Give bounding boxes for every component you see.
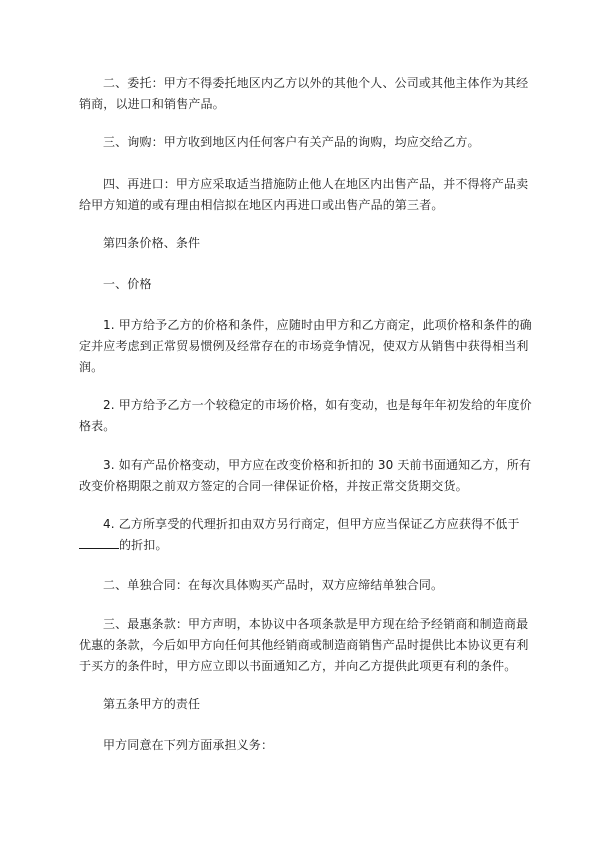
text-line: 1. 甲方给予乙方的价格和条件，应随时由甲方和乙方商定，此项价格和条件的确 bbox=[103, 318, 532, 332]
paragraph-obligations-intro bbox=[79, 735, 519, 756]
paragraph-reimport bbox=[79, 174, 529, 216]
text-line: 改变价格期限之前双方签定的合同一律保证价格，并按正常交货期交货。 bbox=[79, 479, 468, 493]
subsection-heading-price bbox=[79, 274, 519, 295]
text-line: 四、再进口：甲方应采取适当措施防止他人在地区内出售产品，并不得将产品卖 bbox=[103, 177, 529, 191]
text-line: 一、价格 bbox=[103, 277, 152, 291]
paragraph-inquiry bbox=[79, 132, 519, 153]
text-line: 第四条价格、条件 bbox=[103, 236, 201, 250]
text-line: 润。 bbox=[79, 360, 104, 374]
paragraph-price-2 bbox=[79, 395, 532, 437]
text-line: 二、单独合同：在每次具体购买产品时，双方应缔结单独合同。 bbox=[103, 578, 444, 592]
text-line: 二、委托：甲方不得委托地区内乙方以外的其他个人、公司或其他主体作为其经 bbox=[103, 76, 529, 90]
text-line: 销商，以进口和销售产品。 bbox=[79, 97, 225, 111]
text-line: 三、最惠条款：甲方声明，本协议中各项条款是甲方现在给予经销商和制造商最 bbox=[103, 617, 529, 631]
paragraph-entrustment bbox=[79, 73, 529, 115]
text-line: 格表。 bbox=[79, 419, 116, 433]
text-line: 第五条甲方的责任 bbox=[103, 697, 201, 711]
text-line: 3. 如有产品价格变动，甲方应在改变价格和折扣的 30 天前书面通知乙方，所有 bbox=[103, 458, 532, 472]
section-heading-article-5 bbox=[79, 694, 519, 715]
text-line: 优惠的条款，今后如甲方向任何其他经销商或制造商销售产品时提供比本协议更有利 bbox=[79, 638, 529, 652]
fill-in-blank bbox=[79, 536, 119, 549]
text-line: 定并应考虑到正常贸易惯例及经常存在的市场竞争情况，使双方从销售中获得相当利 bbox=[79, 339, 529, 353]
paragraph-price-3 bbox=[79, 455, 532, 497]
paragraph-most-favored bbox=[79, 614, 529, 677]
text-line: 甲方同意在下列方面承担义务： bbox=[103, 738, 274, 752]
text-line: 2. 甲方给予乙方一个较稳定的市场价格，如有变动，也是每年年初发给的年度价 bbox=[103, 398, 532, 412]
section-heading-article-4 bbox=[79, 233, 519, 254]
text-line bbox=[79, 535, 519, 556]
paragraph-separate-contract bbox=[79, 575, 519, 596]
text-line: 给甲方知道的或有理由相信拟在地区内再进口或出售产品的第三者。 bbox=[79, 198, 444, 212]
paragraph-price-4 bbox=[79, 514, 519, 556]
text-line: 于买方的条件时，甲方应立即以书面通知乙方，并向乙方提供此项更有利的条件。 bbox=[79, 659, 517, 673]
text-line: 三、询购：甲方收到地区内任何客户有关产品的询购，均应交给乙方。 bbox=[103, 135, 480, 149]
text-line: 4. 乙方所享受的代理折扣由双方另行商定，但甲方应当保证乙方应获得不低于 bbox=[103, 517, 520, 531]
text-fragment: 的折扣。 bbox=[119, 538, 168, 552]
paragraph-price-1 bbox=[79, 315, 532, 378]
